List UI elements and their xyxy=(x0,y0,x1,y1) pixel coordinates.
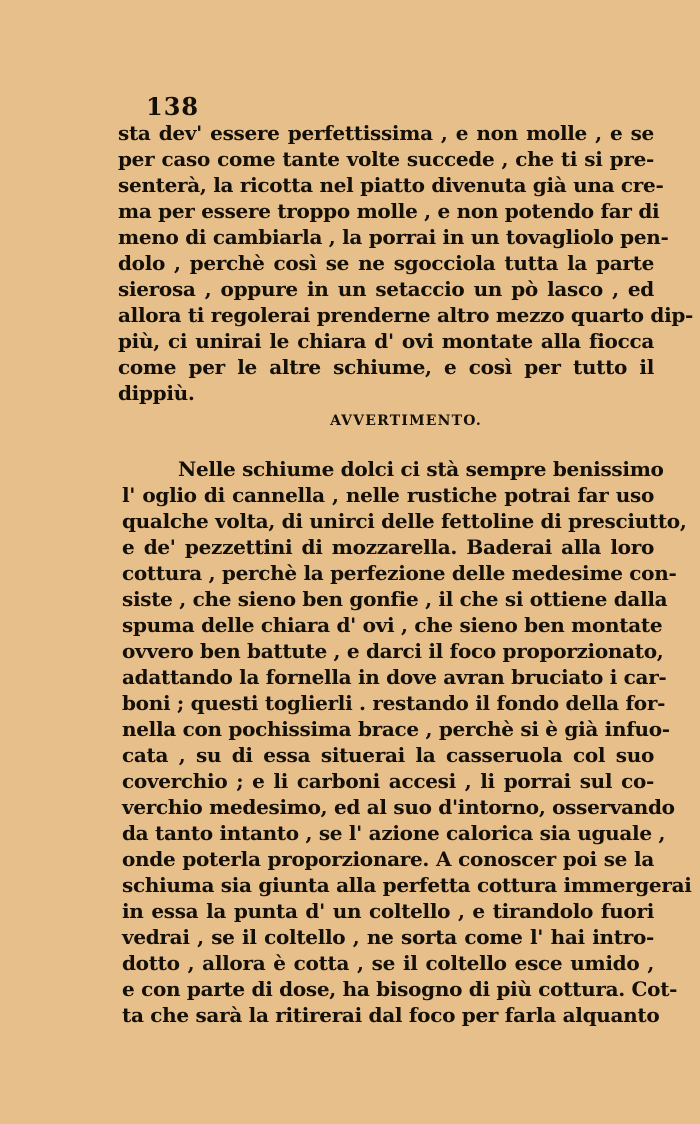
text-line: come per le altre schiume, e così per tutto il xyxy=(118,355,654,379)
section-heading: AVVERTIMENTO. xyxy=(330,413,482,429)
text-line: sta dev' essere perfettissima , e non molle , e se xyxy=(118,121,654,145)
text-line: boni ; questi toglierli . restando il fondo della for- xyxy=(122,691,666,715)
text-line: senterà, la ricotta nel piatto divenuta già una cre- xyxy=(118,173,664,197)
text-line: allora ti regolerai prenderne altro mezzo quarto dip- xyxy=(118,303,694,327)
text-line: dotto , allora è cotta , se il coltello esce umido , xyxy=(122,951,654,975)
text-line: schiuma sia giunta alla perfetta cottura immergerai xyxy=(122,873,692,897)
text-line: ma per essere troppo molle , e non potendo far di xyxy=(118,199,660,223)
text-line: da tanto intanto , se l' azione calorica sia uguale , xyxy=(122,821,666,845)
text-line: in essa la punta d' un coltello , e tirandolo fuori xyxy=(122,899,654,923)
text-line: Nelle schiume dolci ci stà sempre benissimo xyxy=(178,457,664,481)
text-line: e con parte di dose, ha bisogno di più cottura. Cot- xyxy=(122,977,678,1001)
text-line: spuma delle chiara d' ovi , che sieno ben montate xyxy=(122,613,663,637)
text-line: più, ci unirai le chiara d' ovi montate alla fiocca xyxy=(118,329,654,353)
text-line: adattando la fornella in dove avran bruciato i car- xyxy=(122,665,667,689)
text-line: ta che sarà la ritirerai dal foco per farla alquanto xyxy=(122,1003,660,1027)
text-line: cata , su di essa situerai la casseruola col suo xyxy=(122,743,654,767)
text-line: l' oglio di cannella , nelle rustiche potrai far uso xyxy=(122,483,654,507)
text-line: siste , che sieno ben gonfie , il che si ottiene dalla xyxy=(122,587,668,611)
book-page xyxy=(118,92,694,1028)
text-line: per caso come tante volte succede , che ti si pre- xyxy=(118,147,654,171)
text-line: dolo , perchè così se ne sgocciola tutta la parte xyxy=(118,251,654,275)
page-number: 138 xyxy=(146,92,200,121)
text-line: nella con pochissima brace , perchè si è già infuo- xyxy=(122,717,670,741)
text-line: ovvero ben battute , e darci il foco proporzionato, xyxy=(122,639,664,663)
text-line: dippiù. xyxy=(118,381,195,405)
text-line: cottura , perchè la perfezione delle medesime con- xyxy=(122,561,677,585)
text-line: qualche volta, di unirci delle fettoline di presciutto, xyxy=(122,509,687,533)
paragraph-1 xyxy=(118,120,694,406)
text-line: verchio medesimo, ed al suo d'intorno, osservando xyxy=(122,795,675,819)
text-line: sierosa , oppure in un setaccio un pò lasco , ed xyxy=(118,277,654,301)
text-line: meno di cambiarla , la porrai in un tovagliolo pen- xyxy=(118,225,669,249)
text-line: vedrai , se il coltello , ne sorta come l' hai intro- xyxy=(122,925,654,949)
paragraph-2 xyxy=(118,456,692,1028)
text-line: e de' pezzettini di mozzarella. Baderai alla loro xyxy=(122,535,654,559)
text-line: onde poterla proporzionare. A conoscer poi se la xyxy=(122,847,654,871)
text-line: coverchio ; e li carboni accesi , li porrai sul co- xyxy=(122,769,654,793)
